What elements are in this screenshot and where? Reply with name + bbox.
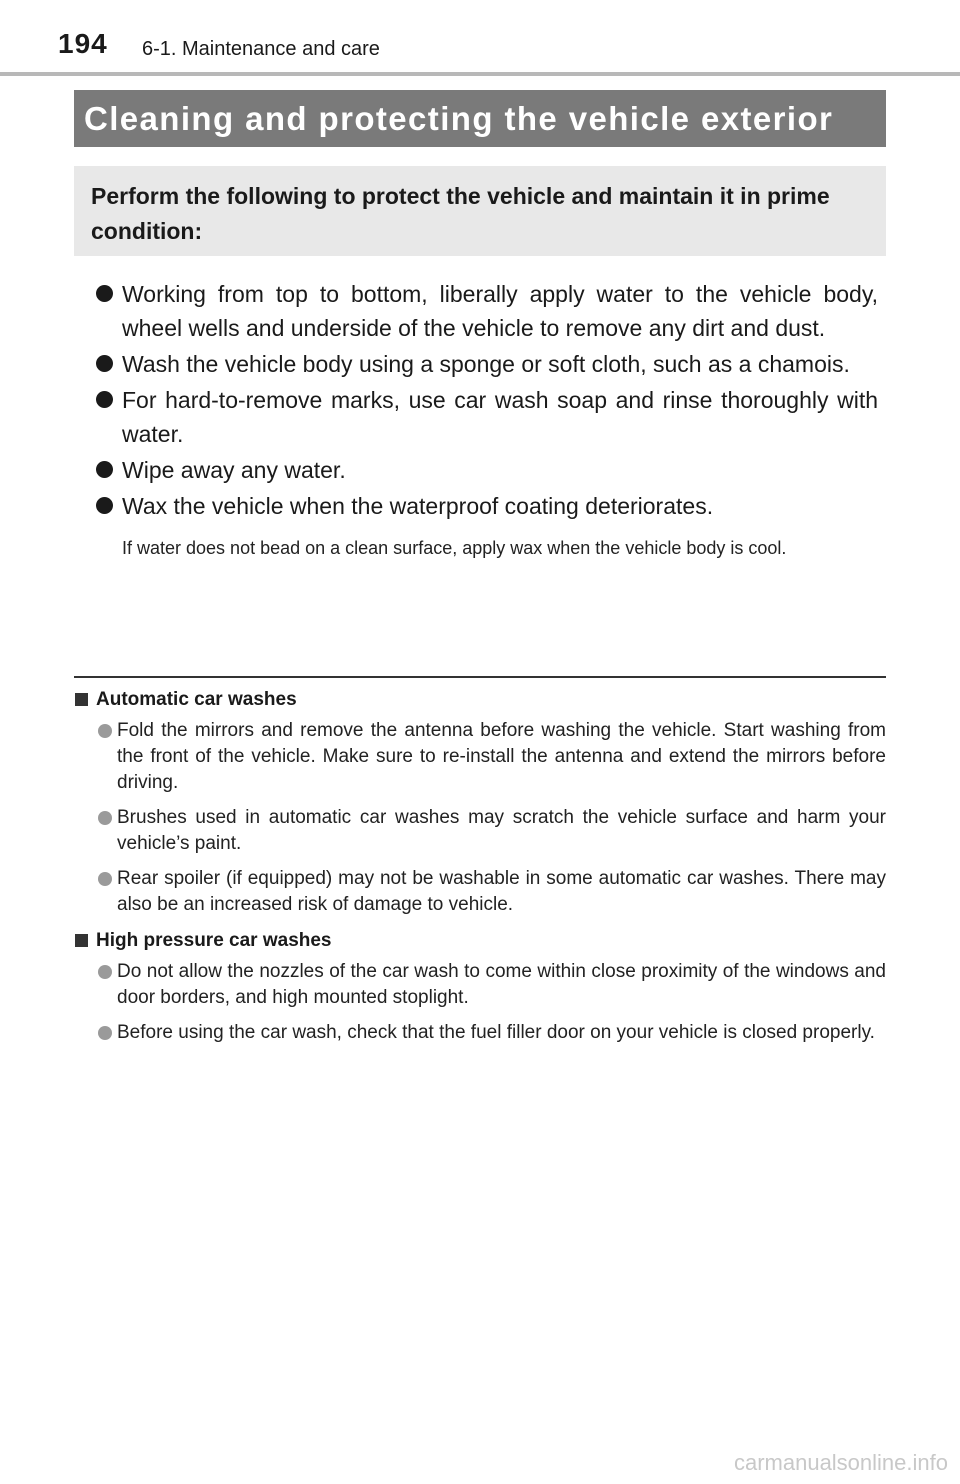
watermark: carmanualsonline.info [733,1450,948,1475]
bullet-icon [98,811,112,825]
square-bullet-icon [75,693,88,706]
list-item [96,489,878,523]
list-item [96,383,878,451]
square-bullet-icon [75,934,88,947]
note-item-text: Do not allow the nozzles of the car wash to come within close proximity of the windows and door borders, and high mounted stoplight. [117,961,886,1008]
notes-section [74,686,886,1055]
list-item [96,453,878,487]
bullet-icon [96,285,113,302]
bullet-icon [98,965,112,979]
note-heading [74,927,886,955]
list-item-text: Working from top to bottom, liberally apply water to the vehicle body, wheel wells and underside of the vehicle to remove any dirt and dust. [122,281,878,341]
page-number: 194 [58,28,108,59]
section-divider [74,676,886,678]
note-item [74,718,886,796]
intro-box [74,166,886,256]
bullet-icon [96,497,113,514]
section-name: 6-1. Maintenance and care [142,38,380,60]
note-item [74,805,886,857]
note-heading [74,686,886,714]
header-rule [0,72,960,76]
page-title: Cleaning and protecting the vehicle exterior [74,90,886,147]
list-item-text: Wipe away any water. [122,457,346,483]
note-heading-text: Automatic car washes [96,689,297,710]
intro-text: Perform the following to protect the vehicle and maintain it in prime condition: [91,183,830,244]
list-item-text: For hard-to-remove marks, use car wash soap and rinse thoroughly with water. [122,387,878,447]
note-item [74,959,886,1011]
page-header [0,0,960,76]
note-item-text: Rear spoiler (if equipped) may not be washable in some automatic car washes. There may also be an increased risk of damage to vehicle. [117,868,886,915]
wax-note: If water does not bead on a clean surface, apply wax when the vehicle body is cool. [122,538,787,558]
bullet-icon [98,872,112,886]
note-item-text: Before using the car wash, check that the fuel filler door on your vehicle is closed properly. [117,1022,875,1043]
note-heading-text: High pressure car washes [96,930,332,951]
note-item-text: Brushes used in automatic car washes may scratch the vehicle surface and harm your vehicle’s paint. [117,807,886,854]
note-item [74,866,886,918]
list-item-text: Wax the vehicle when the waterproof coating deteriorates. [122,493,714,519]
note-item [74,1020,886,1046]
bullet-icon [98,1026,112,1040]
bullet-icon [96,355,113,372]
note-item-text: Fold the mirrors and remove the antenna before washing the vehicle. Start washing from the front of the vehicle. Make sure to re-install the antenna and extend the mirrors before driving. [117,720,886,793]
bullet-icon [96,391,113,408]
list-item-text: Wash the vehicle body using a sponge or soft cloth, such as a chamois. [122,351,850,377]
list-item [96,277,878,345]
bullet-icon [98,724,112,738]
bullet-icon [96,461,113,478]
steps-list [96,277,878,562]
list-item [96,347,878,381]
